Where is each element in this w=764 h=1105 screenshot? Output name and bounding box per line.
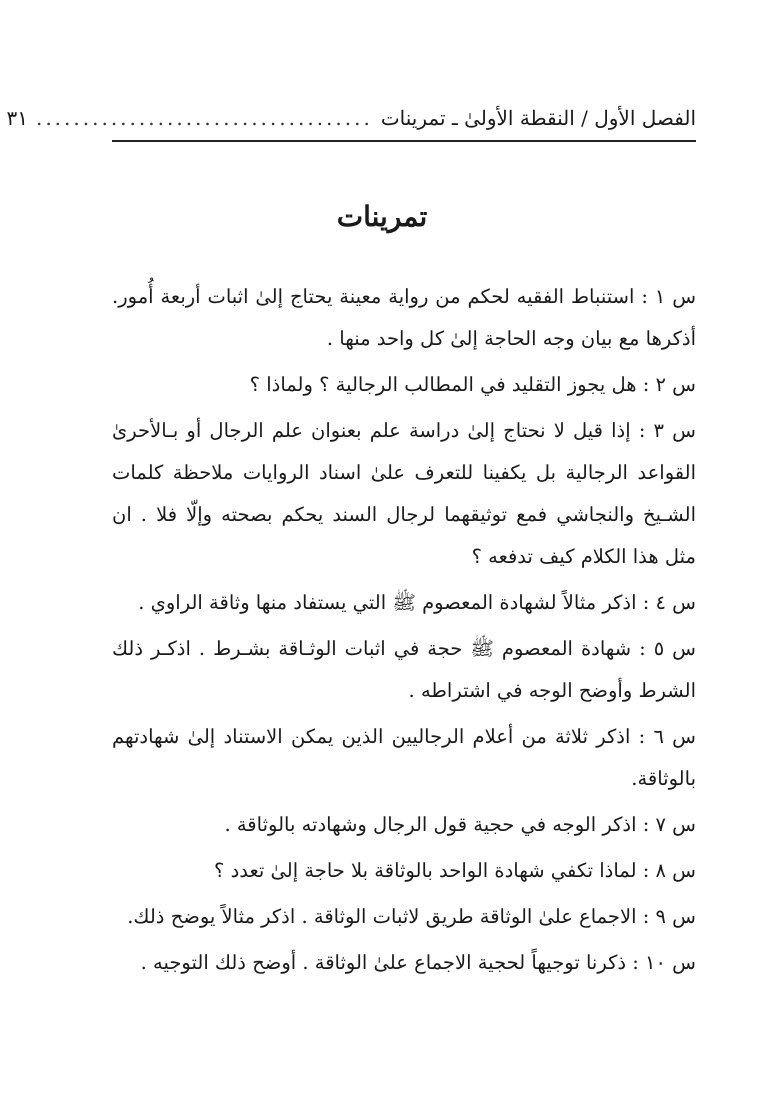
question-text: لماذا تكفي شهادة الواحد بالوثاقة بلا حاجة إلىٰ تعدد ؟ (214, 859, 637, 882)
question-item (112, 582, 696, 624)
question-item (112, 364, 696, 406)
question-text: شهادة المعصوم ﷺ حجة في اثبات الوثـاقة بشـرط . اذكـر ذلك الشرط وأوضح الوجه في اشتراطه . (112, 637, 696, 702)
question-text: إذا قيل لا نحتاج إلىٰ دراسة علم بعنوان علم الرجال أو بـالأحرىٰ القواعد الرجالية بل يكفينا للتعرف علىٰ اسناد الروايات ملاحظة كلمات الشـيخ والنجاشي فمع توثيقهما لرجال السند يحكم بصحته وإلّا فلا . ان مثل هذا الكلام كيف تدفعه ؟ (112, 419, 696, 568)
questions-list (112, 276, 696, 988)
question-item (112, 410, 696, 578)
question-number: س ٢ : (642, 373, 696, 396)
question-item (112, 942, 696, 984)
question-number: س ٣ : (638, 419, 696, 442)
question-text: الاجماع علىٰ الوثاقة طريق لاثبات الوثاقة . اذكر مثالاً يوضح ذلك. (127, 905, 637, 928)
question-text: استنباط الفقيه لحكم من رواية معينة يحتاج إلىٰ اثبات أربعة أُمور. أذكرها مع بيان وجه الحاجة إلىٰ كل واحد منها . (112, 285, 696, 350)
question-number: س ٥ : (639, 637, 696, 660)
question-item (112, 804, 696, 846)
header-divider (112, 140, 696, 142)
question-number: س ٧ : (642, 813, 696, 836)
question-number: س ٤ : (642, 591, 696, 614)
header-leader-dots: .................................... (35, 106, 373, 130)
running-header (6, 100, 696, 136)
question-item (112, 716, 696, 800)
question-text: ذكرنا توجيهاً لحجية الاجماع علىٰ الوثاقة . أوضح ذلك التوجيه . (140, 951, 627, 974)
question-number: س ٨ : (642, 859, 696, 882)
question-item (112, 896, 696, 938)
question-text: هل يجوز التقليد في المطالب الرجالية ؟ ولماذا ؟ (249, 373, 637, 396)
question-number: س ١٠ : (632, 951, 696, 974)
question-item (112, 628, 696, 712)
question-number: س ٦ : (638, 725, 696, 748)
question-number: س ٩ : (642, 905, 696, 928)
question-number: س ١ : (641, 285, 697, 308)
section-title: تمرينات (336, 200, 428, 233)
question-text: اذكر مثالاً لشهادة المعصوم ﷺ التي يستفاد منها وثاقة الراوي . (138, 591, 637, 614)
question-item (112, 276, 696, 360)
header-title: الفصل الأول / النقطة الأولىٰ ـ تمرينات (380, 106, 696, 130)
question-text: اذكر الوجه في حجية قول الرجال وشهادته بالوثاقة . (224, 813, 637, 836)
page-number: ٣١ (6, 106, 28, 130)
question-item (112, 850, 696, 892)
question-text: اذكر ثلاثة من أعلام الرجاليين الذين يمكن الاستناد إلىٰ شهادتهم بالوثاقة. (112, 725, 696, 790)
